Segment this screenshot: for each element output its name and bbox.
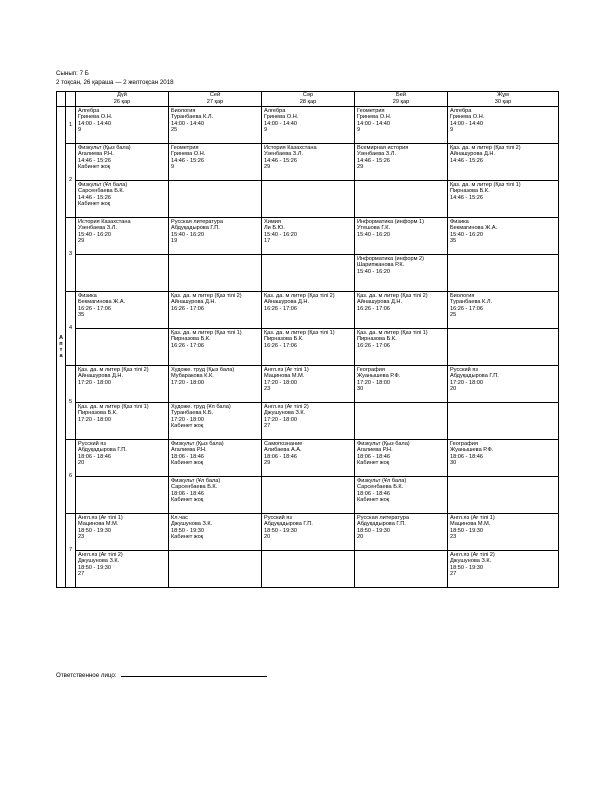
- room-number: 17: [264, 238, 271, 245]
- teacher-name: Джушунова З.К.: [171, 521, 213, 528]
- teacher-name: Айнашурова Д.Н.: [78, 373, 124, 380]
- lesson-time: 16:26 - 17:06: [357, 305, 390, 312]
- teacher-name: Сарсенбаева Б.К.: [357, 484, 404, 491]
- schedule-cell: [262, 218, 355, 255]
- schedule-cell: [169, 477, 262, 514]
- schedule-table: [56, 91, 559, 588]
- lesson-time: 18:06 - 18:46: [171, 453, 204, 460]
- schedule-cell: [262, 107, 355, 144]
- room-number: 29: [78, 238, 85, 245]
- teacher-name: Айнашурова Д.Н.: [357, 299, 403, 306]
- teacher-name: Туранбаева К.Л.: [171, 114, 214, 121]
- schedule-cell: [169, 329, 262, 366]
- schedule-cell: [262, 403, 355, 440]
- schedule-cell: [448, 440, 559, 477]
- teacher-name: Гриневa О.Н.: [78, 114, 113, 121]
- subject-name: Қаз. да. м литер (Қаз тілі 1): [450, 182, 521, 188]
- lesson-time: 18:06 - 18:46: [450, 453, 483, 460]
- day-header: Бей: [355, 92, 448, 100]
- lesson-time: 14:46 - 15:26: [264, 157, 297, 164]
- teacher-name: Бекмагинова Ж.А.: [78, 299, 126, 306]
- date-header: 28 қар: [262, 99, 355, 107]
- lesson-row: [57, 440, 559, 477]
- day-header: Дүй: [76, 92, 169, 100]
- teacher-name: Абдуқадырова Г.П.: [450, 373, 499, 380]
- lesson-time: 17:20 - 18:00: [78, 379, 111, 386]
- room-number: 25: [171, 127, 178, 134]
- lesson-time: 18:50 - 19:30: [171, 527, 204, 534]
- schedule-cell: [355, 329, 448, 366]
- lesson-time: 15:40 - 16:20: [171, 231, 204, 238]
- lesson-time: 16:26 - 17:06: [450, 305, 483, 312]
- schedule-cell: [76, 329, 169, 366]
- lesson-time: 17:20 - 18:00: [78, 416, 111, 423]
- teacher-name: Туранбаева К.Б.: [171, 410, 214, 417]
- lesson-row: [57, 366, 559, 403]
- subject-name: Русская литература: [171, 219, 224, 225]
- room-number: Кабинет жоқ: [357, 497, 390, 504]
- teacher-name: Мубаракова К.К.: [171, 373, 214, 380]
- subject-name: Қаз. да. м литер (Қаз тілі 2): [264, 293, 335, 299]
- schedule-cell: [262, 514, 355, 551]
- schedule-cell: [355, 551, 448, 588]
- schedule-body: [57, 107, 559, 588]
- lesson-time: 18:50 - 19:30: [264, 527, 297, 534]
- schedule-cell: [76, 144, 169, 181]
- teacher-name: Узенбаева З.Л.: [357, 151, 396, 158]
- room-number: 9: [171, 164, 175, 171]
- schedule-cell: [448, 107, 559, 144]
- schedule-cell: [262, 292, 355, 329]
- schedule-cell: [448, 551, 559, 588]
- teacher-name: Айнашурова Д.Н.: [264, 299, 310, 306]
- subject-name: Қаз. да. м литер (Қаз тілі 1): [264, 330, 335, 336]
- lesson-time: 18:06 - 18:46: [264, 453, 297, 460]
- lesson-row: [57, 292, 559, 329]
- teacher-name: Мацинова М.М.: [264, 373, 305, 380]
- subject-name: Қаз. да. м литер (Қаз тілі 1): [171, 330, 242, 336]
- date-header: 30 қар: [448, 99, 559, 107]
- schedule-cell: [448, 477, 559, 514]
- lesson-time: 16:26 - 17:06: [78, 305, 111, 312]
- lesson-time: 14:46 - 15:26: [450, 157, 483, 164]
- teacher-name: Пирназова Б.К.: [171, 336, 211, 343]
- lesson-time: 18:06 - 18:46: [357, 490, 390, 497]
- room-number: Кабинет жоқ: [78, 201, 111, 208]
- room-number: 29: [264, 164, 271, 171]
- schedule-cell: [76, 255, 169, 292]
- schedule-cell: [262, 366, 355, 403]
- class-label: Сынып: 7 Б: [56, 70, 89, 77]
- lesson-time: 15:40 - 16:20: [357, 268, 390, 275]
- schedule-cell: [355, 255, 448, 292]
- lesson-number: 3: [66, 218, 76, 292]
- date-header: 27 қар: [169, 99, 262, 107]
- schedule-cell: [262, 255, 355, 292]
- lesson-time: 14:46 - 15:26: [450, 194, 483, 201]
- subject-name: Қаз. да. м литер (Қаз тілі 2): [357, 293, 428, 299]
- document-header: [56, 70, 174, 87]
- subject-name: Англ.яз (Ағ тілі 1): [78, 515, 123, 521]
- subject-name: Русская литература: [357, 515, 410, 521]
- lesson-time: 15:40 - 16:20: [450, 231, 483, 238]
- subject-name: Русский яз: [264, 515, 292, 521]
- schedule-cell: [169, 366, 262, 403]
- subject-name: Всемирная история: [357, 145, 409, 151]
- room-number: Кабинет жоқ: [357, 460, 390, 467]
- schedule-cell: [355, 366, 448, 403]
- subject-name: Қаз. да. м литер (Қаз тілі 1): [78, 404, 149, 410]
- teacher-name: Жуанышева Р.Ф.: [357, 373, 401, 380]
- teacher-name: Пирназова Б.К.: [264, 336, 304, 343]
- lesson-time: 18:50 - 19:30: [450, 564, 483, 571]
- room-number: Кабинет жоқ: [171, 423, 204, 430]
- lesson-time: 16:26 - 17:06: [171, 342, 204, 349]
- day-header: Сәр: [262, 92, 355, 100]
- subject-name: Англ.яз (Ағ тілі 2): [264, 404, 309, 410]
- lesson-row: [57, 477, 559, 514]
- subject-name: Физика: [450, 219, 469, 225]
- schedule-cell: [355, 292, 448, 329]
- lesson-time: 16:26 - 17:06: [357, 342, 390, 349]
- schedule-cell: [262, 477, 355, 514]
- teacher-name: Агалиева Р.Н.: [78, 151, 114, 158]
- period-label: 2 тоқсан, 26 қараша — 2 желтоқсан 2018: [56, 78, 174, 86]
- room-number: 29: [264, 460, 271, 467]
- date-header-row: [57, 99, 559, 107]
- teacher-name: Агалиева Р.Н.: [171, 447, 207, 454]
- subject-name: Физкульт (Ұл бала): [357, 478, 407, 484]
- lesson-time: 17:20 - 18:00: [171, 379, 204, 386]
- subject-name: Англ.яз (Ағ тілі 2): [78, 552, 123, 558]
- teacher-name: Гриневa О.Н.: [171, 151, 206, 158]
- teacher-name: Абдуқадырова Г.П.: [171, 225, 220, 232]
- lesson-time: 14:46 - 15:26: [357, 157, 390, 164]
- teacher-name: Абдуқадырова Г.П.: [264, 521, 313, 528]
- lesson-time: 15:40 - 16:20: [357, 231, 390, 238]
- lesson-time: 14:00 - 14:40: [357, 120, 390, 127]
- room-number: 35: [78, 312, 85, 319]
- schedule-cell: [169, 107, 262, 144]
- lesson-number: 2: [66, 144, 76, 218]
- schedule-cell: [448, 181, 559, 218]
- subject-name: Физкульт (Ұл бала): [171, 478, 221, 484]
- subject-name: Химия: [264, 219, 281, 225]
- subject-name: Художе. труд (Қыз бала): [171, 367, 235, 373]
- schedule-cell: [355, 181, 448, 218]
- room-number: 9: [78, 127, 82, 134]
- subject-name: Алгебра: [78, 108, 100, 114]
- lesson-time: 15:40 - 16:20: [264, 231, 297, 238]
- lesson-row: [57, 403, 559, 440]
- room-number: 20: [78, 460, 85, 467]
- responsible-person: [56, 670, 267, 679]
- lesson-time: 17:20 - 18:00: [450, 379, 483, 386]
- teacher-name: Сарсенбаева Б.К.: [171, 484, 218, 491]
- teacher-name: Ли Б.Ю.: [264, 225, 285, 232]
- lesson-time: 17:20 - 18:00: [264, 416, 297, 423]
- subject-name: Русский яз: [78, 441, 106, 447]
- subject-name: Кл.час: [171, 515, 188, 521]
- subject-name: История Казахстана: [264, 145, 317, 151]
- schedule-cell: [76, 514, 169, 551]
- lesson-time: 18:06 - 18:46: [171, 490, 204, 497]
- schedule-cell: [262, 144, 355, 181]
- lesson-number: 5: [66, 366, 76, 440]
- lesson-time: 14:00 - 14:40: [171, 120, 204, 127]
- subject-name: Русский яз: [450, 367, 478, 373]
- header-blank: [66, 92, 76, 100]
- room-number: Кабинет жоқ: [171, 534, 204, 541]
- schedule-cell: [262, 181, 355, 218]
- schedule-cell: [448, 255, 559, 292]
- lesson-time: 14:46 - 15:26: [78, 194, 111, 201]
- teacher-name: Гриневa О.Н.: [450, 114, 485, 121]
- lesson-row: [57, 144, 559, 181]
- lesson-time: 17:20 - 18:00: [264, 379, 297, 386]
- teacher-name: Агалиева Р.Н.: [357, 447, 393, 454]
- room-number: 27: [450, 571, 457, 578]
- lesson-row: [57, 181, 559, 218]
- subject-name: География: [450, 441, 478, 447]
- schedule-cell: [448, 218, 559, 255]
- teacher-name: Мацинова М.М.: [450, 521, 491, 528]
- schedule-cell: [355, 107, 448, 144]
- subject-name: Алгебра: [264, 108, 286, 114]
- week-letter: А: [58, 334, 64, 341]
- subject-name: Информатика (информ 1): [357, 219, 424, 225]
- room-number: 27: [78, 571, 85, 578]
- teacher-name: Джушунова З.К.: [450, 558, 492, 565]
- room-number: 30: [450, 460, 457, 467]
- room-number: 20: [357, 534, 364, 541]
- header-blank: [57, 92, 66, 100]
- schedule-cell: [355, 144, 448, 181]
- lesson-number: 4: [66, 292, 76, 366]
- teacher-name: Узенбаева З.Л.: [78, 225, 117, 232]
- subject-name: Англ.яз (Ағ тілі 2): [450, 552, 495, 558]
- schedule-cell: [169, 514, 262, 551]
- schedule-cell: [169, 403, 262, 440]
- room-number: 35: [450, 238, 457, 245]
- subject-name: Биология: [450, 293, 475, 299]
- schedule-cell: [262, 440, 355, 477]
- teacher-name: Пирназова Б.К.: [450, 188, 490, 195]
- week-label: [57, 107, 66, 588]
- lesson-row: [57, 329, 559, 366]
- teacher-name: Айнашурова Д.Н.: [450, 151, 496, 158]
- schedule-cell: [76, 403, 169, 440]
- teacher-name: Бекмагинова Ж.А.: [450, 225, 498, 232]
- subject-name: Англ.яз (Ағ тілі 1): [264, 367, 309, 373]
- room-number: 29: [357, 164, 364, 171]
- schedule-cell: [76, 107, 169, 144]
- lesson-time: 14:00 - 14:40: [450, 120, 483, 127]
- schedule-cell: [448, 366, 559, 403]
- lesson-time: 14:46 - 15:26: [171, 157, 204, 164]
- header-blank: [57, 99, 66, 107]
- teacher-name: Айнашурова Д.Н.: [171, 299, 217, 306]
- lesson-time: 16:26 - 17:06: [264, 342, 297, 349]
- lesson-time: 15:40 - 16:20: [78, 231, 111, 238]
- room-number: Кабинет жоқ: [78, 164, 111, 171]
- subject-name: Алгебра: [450, 108, 472, 114]
- subject-name: Англ.яз (Ағ тілі 1): [450, 515, 495, 521]
- room-number: 23: [78, 534, 85, 541]
- lesson-number: 7: [66, 514, 76, 588]
- teacher-name: Гриневa О.Н.: [357, 114, 392, 121]
- lesson-number: 6: [66, 440, 76, 514]
- lesson-time: 16:26 - 17:06: [264, 305, 297, 312]
- room-number: Кабинет жоқ: [171, 497, 204, 504]
- teacher-name: Пирназова Б.К.: [78, 410, 118, 417]
- teacher-name: Узенбаева З.Л.: [264, 151, 303, 158]
- room-number: 23: [264, 386, 271, 393]
- schedule-cell: [448, 292, 559, 329]
- schedule-cell: [169, 551, 262, 588]
- schedule-cell: [76, 292, 169, 329]
- signature-line: [121, 670, 267, 677]
- schedule-cell: [355, 514, 448, 551]
- week-letter: а: [59, 353, 63, 360]
- schedule-cell: [355, 403, 448, 440]
- subject-name: Қаз. да. м литер (Қаз тілі 2): [450, 145, 521, 151]
- room-number: 30: [357, 386, 364, 393]
- day-header-row: [57, 92, 559, 100]
- room-number: 19: [171, 238, 178, 245]
- lesson-time: 14:00 - 14:40: [264, 120, 297, 127]
- teacher-name: Гриневa О.Н.: [264, 114, 299, 121]
- subject-name: История Казахстана: [78, 219, 131, 225]
- room-number: 20: [264, 534, 271, 541]
- lesson-row: [57, 551, 559, 588]
- room-number: 9: [357, 127, 361, 134]
- week-letter: п: [59, 340, 63, 347]
- subject-name: Физкульт (Қыз бала): [78, 145, 131, 151]
- date-header: 29 қар: [355, 99, 448, 107]
- lesson-row: [57, 514, 559, 551]
- schedule-cell: [169, 255, 262, 292]
- lesson-row: [57, 255, 559, 292]
- subject-name: Физкульт (Ұл бала): [78, 182, 128, 188]
- teacher-name: Сарсенбаева Б.К.: [78, 188, 125, 195]
- subject-name: Қаз. да. м литер (Қаз тілі 2): [171, 293, 242, 299]
- teacher-name: Абдуқадырова Г.П.: [78, 447, 127, 454]
- date-header: 26 қар: [76, 99, 169, 107]
- room-number: 23: [450, 534, 457, 541]
- room-number: 9: [264, 127, 268, 134]
- room-number: 9: [450, 127, 454, 134]
- lesson-time: 14:46 - 15:26: [78, 157, 111, 164]
- teacher-name: Пирназова Б.К.: [357, 336, 397, 343]
- lesson-time: 18:50 - 19:30: [78, 564, 111, 571]
- lesson-time: 16:26 - 17:06: [171, 305, 204, 312]
- schedule-cell: [169, 218, 262, 255]
- lesson-time: 14:00 - 14:40: [78, 120, 111, 127]
- room-number: 20: [450, 386, 457, 393]
- schedule-cell: [355, 477, 448, 514]
- teacher-name: Абдуқадырова Г.П.: [357, 521, 406, 528]
- subject-name: Геометрия: [357, 108, 385, 114]
- responsible-label: Ответственное лицо:: [56, 672, 117, 679]
- subject-name: Геометрия: [171, 145, 199, 151]
- subject-name: Информатика (информ 2): [357, 256, 424, 262]
- schedule-cell: [76, 440, 169, 477]
- schedule-cell: [448, 329, 559, 366]
- schedule-cell: [355, 218, 448, 255]
- teacher-name: Мацинова М.М.: [78, 521, 119, 528]
- lesson-time: 18:06 - 18:46: [78, 453, 111, 460]
- teacher-name: Алибаева А.А.: [264, 447, 302, 454]
- subject-name: География: [357, 367, 385, 373]
- teacher-name: Джушунова З.К.: [78, 558, 120, 565]
- teacher-name: Жуанышева Р.Ф.: [450, 447, 494, 454]
- subject-name: Қаз. да. м литер (Қаз тілі 1): [357, 330, 428, 336]
- subject-name: Физкульт (Қыз бала): [171, 441, 224, 447]
- day-header: Сей: [169, 92, 262, 100]
- lesson-number: 1: [66, 107, 76, 144]
- week-letter: т: [59, 347, 63, 353]
- room-number: 27: [264, 423, 271, 430]
- schedule-cell: [76, 477, 169, 514]
- schedule-cell: [262, 329, 355, 366]
- lesson-row: [57, 107, 559, 144]
- schedule-cell: [448, 514, 559, 551]
- lesson-time: 18:50 - 19:30: [78, 527, 111, 534]
- schedule-cell: [448, 403, 559, 440]
- schedule-cell: [169, 144, 262, 181]
- subject-name: Биология: [171, 108, 196, 114]
- schedule-cell: [169, 440, 262, 477]
- header-blank: [66, 99, 76, 107]
- teacher-name: Утешова Г.К.: [357, 225, 391, 232]
- schedule-cell: [262, 551, 355, 588]
- subject-name: Самопознание: [264, 441, 303, 447]
- lesson-time: 17:20 - 18:00: [171, 416, 204, 423]
- subject-name: Қаз. да. м литер (Қаз тілі 2): [78, 367, 149, 373]
- subject-name: Художе. труд (Ұл бала): [171, 404, 231, 410]
- subject-name: Физкульт (Қыз бала): [357, 441, 410, 447]
- lesson-time: 18:06 - 18:46: [357, 453, 390, 460]
- day-header: Жұм: [448, 92, 559, 100]
- schedule-cell: [169, 292, 262, 329]
- schedule-cell: [448, 144, 559, 181]
- room-number: Кабинет жоқ: [171, 460, 204, 467]
- schedule-cell: [76, 218, 169, 255]
- teacher-name: Туранбаева К.Л.: [450, 299, 493, 306]
- lesson-time: 17:20 - 18:00: [357, 379, 390, 386]
- subject-name: Физика: [78, 293, 97, 299]
- teacher-name: Шарипжанова Р.К.: [357, 262, 405, 269]
- schedule-cell: [76, 551, 169, 588]
- lesson-row: [57, 218, 559, 255]
- schedule-cell: [355, 440, 448, 477]
- lesson-time: 18:50 - 19:30: [450, 527, 483, 534]
- schedule-cell: [169, 181, 262, 218]
- room-number: 25: [450, 312, 457, 319]
- schedule-cell: [76, 181, 169, 218]
- lesson-time: 18:50 - 19:30: [357, 527, 390, 534]
- teacher-name: Джушунова З.К.: [264, 410, 306, 417]
- schedule-cell: [76, 366, 169, 403]
